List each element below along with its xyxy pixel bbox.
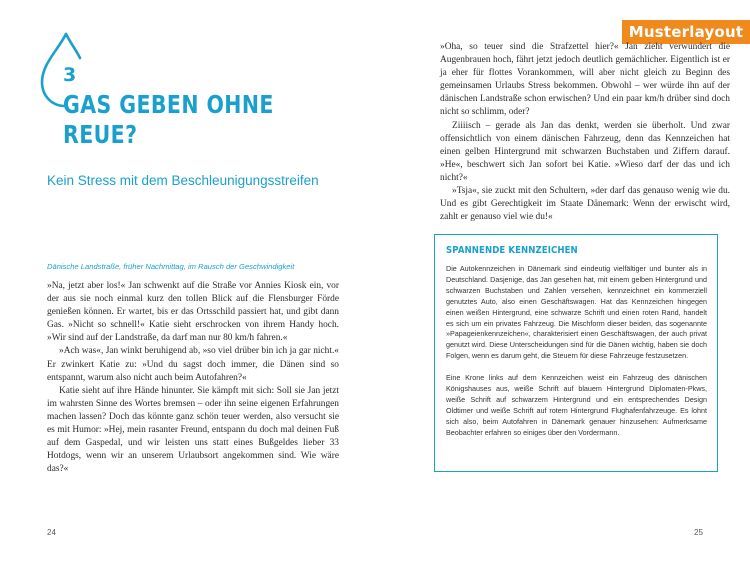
left-body-text xyxy=(47,280,339,476)
musterlayout-tag: Musterlayout xyxy=(622,20,750,44)
paragraph: »Tsja«, sie zuckt mit den Schultern, »der darf das genauso wenig wie du. Und es gibt Gerechtigkeit im Staate Dänemark: Wenn der erwischt wird, zahlt er genauso viel wie du!« xyxy=(440,186,730,223)
page-number-left: 24 xyxy=(47,528,56,537)
paragraph: »Ach was«, Jan winkt beruhigend ab, »so viel drüber bin ich ja gar nicht.« Er zwinkert Katie zu: »Und du sagst doch immer, die Dänen sind so entspannt, warum also nicht auch beim Autofahren?« xyxy=(47,346,339,383)
info-box xyxy=(434,234,718,472)
info-box-title: SPANNENDE KENNZEICHEN xyxy=(446,245,578,256)
paragraph: »Oha, so teuer sind die Strafzettel hier?« Jan zieht verwundert die Augenbrauen hoch, fährt jetzt jedoch deutlich gemächlicher. Eigentlich ist er ja eher für flottes Vorankommen, will aber nicht gleich zu Beginn des gemeinsamen Urlaubs Stress bekommen. Obwohl – wer würde ihn auf der dänischen Landstraße schon erwischen? Und ein paar km/h drüber sind doch nicht so schlimm, oder? xyxy=(440,42,730,118)
scene-caption: Dänische Landstraße, früher Nachmittag, im Rausch der Geschwindigkeit xyxy=(47,262,295,271)
paragraph: »Na, jetzt aber los!« Jan schwenkt auf die Straße vor Annies Kiosk ein, vor der aus sie noch einmal kurz den tollen Blick auf die Flensburger Förde genießen können. Er wartet, bis er das Ortsschild passiert hat, und gibt dann Gas. »Nicht so schnell!« Katie sieht erschrocken von ihrem Handy hoch. »Wir sind auf der Landstraße, da darf man nur 80 km/h fahren.« xyxy=(47,281,339,344)
paragraph: Ziiiisch – gerade als Jan das denkt, werden sie überholt. Und zwar offensichtlich von einem dänischen Fahrzeug, denn das Kennzeichen hat einen gelben Hintergrund mit schwarzen Buchstaben und Ziffern darauf. »He«, beschwert sich Jan sofort bei Katie. »Wieso darf der das und ich nicht?« xyxy=(440,120,730,183)
chapter-title: GAS GEBEN OHNE REUE? xyxy=(63,90,274,149)
chapter-number: 3 xyxy=(63,64,77,86)
right-body-text xyxy=(440,41,730,224)
info-box-paragraph: Eine Krone links auf dem Kennzeichen weist ein Fahrzeug des dänischen Königshauses aus, weiße Schrift auf blauem Hintergrund Diplomaten-Pkws, weiße Schrift auf schwarzem Hintergrund und ein entsprechendes Design Oldtimer und weiße Schrift auf rotem Hintergrund Flughafenfahrzeuge. Es lohnt sich also, beim Autofahren in Dänemark genauer hinzusehen: Aufmerksame Beobachter erfahren so einiges über den Vordermann. xyxy=(446,373,707,437)
paragraph: Katie sieht auf ihre Hände hinunter. Sie kämpft mit sich: Soll sie Jan jetzt im wahrsten Sinne des Wortes bremsen – oder ihn seine eigenen Erfahrungen machen lassen? Doch das könnte ganz schön teuer werden, also versucht sie es mit Humor: »Hej, mein rasanter Freund, entspann du doch mal deinen Fuß auf dem Gaspedal, und wir leisten uns statt eines Bußgeldes lieber 33 Hotdogs, wenn wir an unserem Urlaubsort angekommen sind. Wie wäre das?« xyxy=(47,385,339,475)
page-number-right: 25 xyxy=(694,528,703,537)
chapter-subtitle: Kein Stress mit dem Beschleunigungsstreifen xyxy=(47,173,319,188)
right-page xyxy=(375,0,750,562)
info-box-paragraph: Die Autokennzeichen in Dänemark sind eindeutig vielfältiger und bunter als in Deutschland. Dasjenige, das Jan gesehen hat, mit einem gelben Hintergrund und schwarzen Buchstaben und Zahlen versehen, kennzeichnet ein kommerziell genutztes Auto, also einen Geschäftswagen. Hat das Kennzeichen hingegen einen weißen Hintergrund, eine schwarze Schrift und einen roten Rand, handelt es sich um ein privates Fahrzeug. Die Mischform dieser beiden, das sogenannte »Papageienkennzeichen«, charakterisiert einen Geschäftswagen, der auch privat genutzt wird. Diese Unterscheidungen sind für die Dänen wichtig, haben sie doch Folgen, wenn es darum geht, die Steuern für diese Fahrzeuge festzusetzen. xyxy=(446,264,707,361)
